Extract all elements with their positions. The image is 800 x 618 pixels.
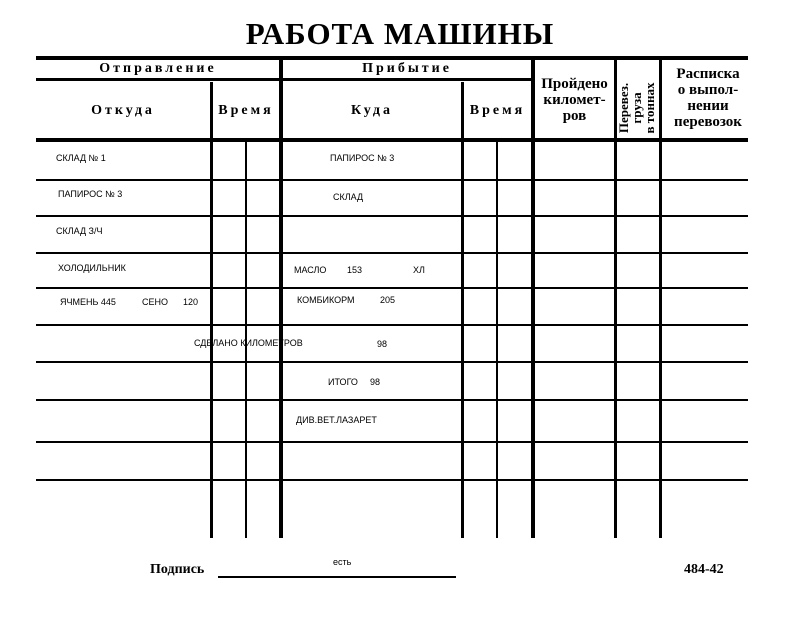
- arrival-time-header: Время: [469, 103, 526, 118]
- subheader-rule: [36, 78, 533, 81]
- col-divider: [496, 140, 498, 538]
- row-rule: [36, 215, 748, 217]
- receipt-header-line: Расписка: [676, 66, 740, 82]
- entry-to-qty: 153: [347, 265, 363, 275]
- total-value: 98: [370, 377, 381, 387]
- entry-from: ПАПИРОС № 3: [58, 189, 123, 199]
- row-rule: [36, 252, 748, 254]
- entry-from: СКЛАД З/Ч: [56, 226, 103, 236]
- cargo-tons-header: [617, 69, 657, 147]
- cargo-header-line: в тоннах: [642, 82, 657, 134]
- signature-line: [218, 576, 456, 578]
- entry-from-qty: 120: [183, 297, 199, 307]
- entry-from: СКЛАД № 1: [56, 153, 106, 163]
- entry-from-item: СЕНО: [142, 297, 169, 307]
- entry-to: ПАПИРОС № 3: [330, 153, 395, 163]
- col-divider: [659, 60, 662, 538]
- entry-from: ХОЛОДИЛЬНИК: [58, 263, 126, 273]
- row-rule: [36, 361, 748, 363]
- col-divider: [461, 82, 464, 538]
- departure-time-header: Время: [218, 103, 274, 118]
- form-number: 484-42: [684, 562, 724, 577]
- row-rule: [36, 399, 748, 401]
- row-rule: [36, 287, 748, 289]
- cargo-header-line: Перевез.: [616, 82, 631, 134]
- receipt-header-line: нении: [687, 98, 729, 114]
- top-rule: [36, 56, 748, 60]
- summary-label: СДЕЛАНО КИЛОМЕТРОВ: [194, 338, 303, 348]
- km-header-line: ров: [562, 108, 587, 124]
- receipt-header-line: о выпол-: [677, 82, 739, 98]
- from-header: Откуда: [91, 103, 155, 118]
- row-rule: [36, 179, 748, 181]
- entry-from-item: ЯЧМЕНЬ 445: [60, 297, 116, 307]
- row-rule: [36, 324, 748, 326]
- col-divider: [279, 60, 283, 538]
- row-rule: [36, 441, 748, 443]
- receipt-header-line: перевозок: [674, 114, 742, 130]
- entry-to: СКЛАД: [333, 192, 364, 202]
- entry-to-unit: ХЛ: [413, 265, 425, 275]
- col-divider: [210, 82, 213, 538]
- summary-value: 98: [377, 339, 388, 349]
- entry-to-item: МАСЛО: [294, 265, 327, 275]
- entry-to-item: КОМБИКОРМ: [297, 295, 355, 305]
- km-traveled-header: [535, 76, 614, 124]
- row-rule: [36, 479, 748, 481]
- signature-label: Подпись: [150, 562, 205, 577]
- km-header-line: километ-: [543, 92, 606, 108]
- receipt-header: [662, 66, 754, 130]
- total-label: ИТОГО: [328, 377, 358, 387]
- to-header: Куда: [350, 103, 393, 118]
- arrival-header: Прибытие: [362, 61, 452, 76]
- entry-to-qty: 205: [380, 295, 396, 305]
- km-header-line: Пройдено: [541, 76, 608, 92]
- signature-value: есть: [333, 557, 352, 567]
- note: ДИВ.ВЕТ.ЛАЗАРЕТ: [296, 415, 377, 425]
- departure-header: Отправление: [99, 61, 217, 76]
- cargo-header-line: груза: [629, 92, 644, 124]
- col-divider: [531, 60, 535, 538]
- form-title: РАБОТА МАШИНЫ: [245, 16, 555, 51]
